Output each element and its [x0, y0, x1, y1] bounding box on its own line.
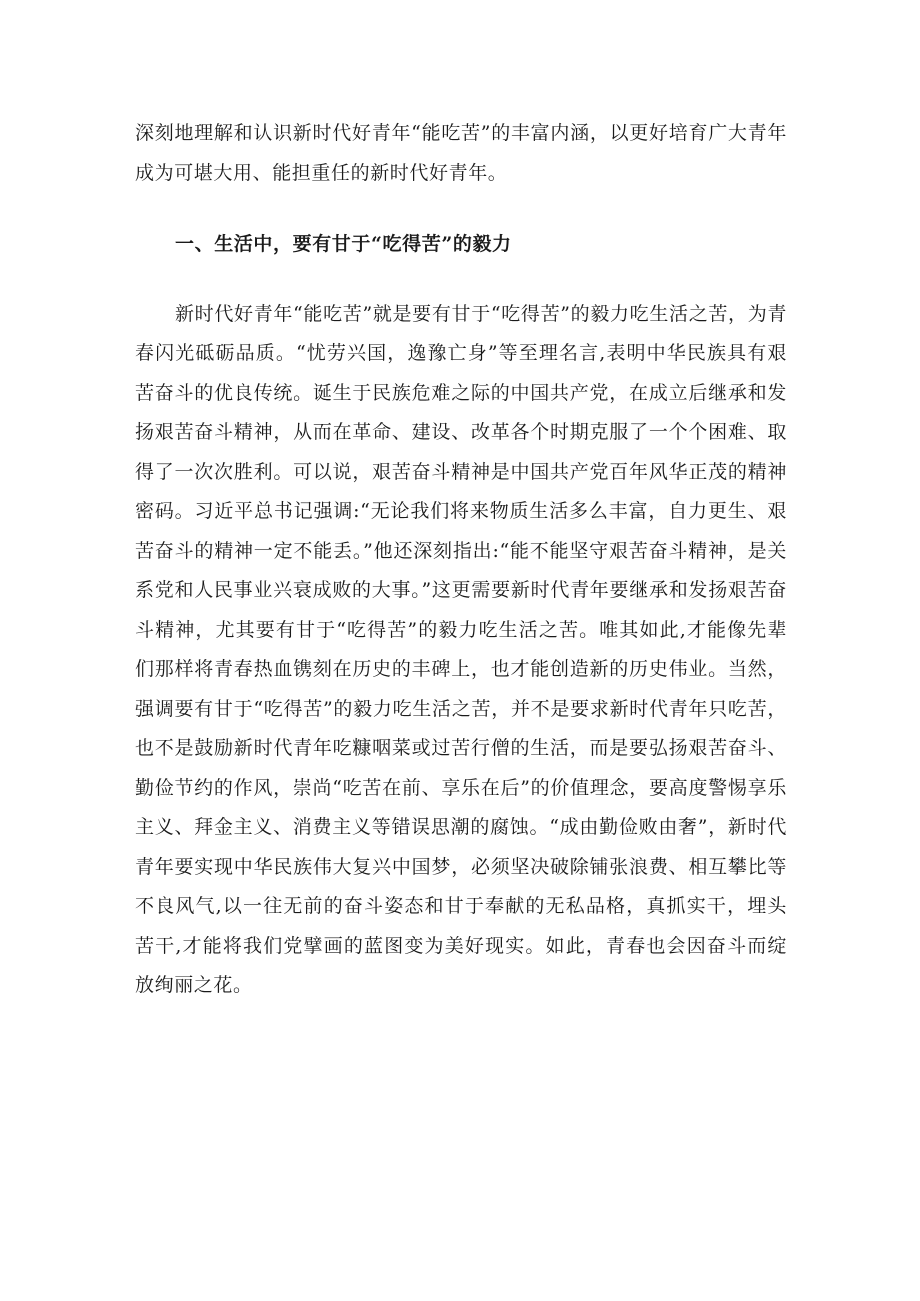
intro-paragraph: 深刻地理解和认识新时代好青年“能吃苦”的丰富内涵，以更好培育广大青年成为可堪大用、能担重任的新时代好青年。: [135, 122, 787, 184]
section-heading: 一、生活中，要有甘于“吃得苦”的毅力: [175, 233, 512, 255]
document-body: [135, 114, 787, 1006]
body-paragraph: 新时代好青年“能吃苦”就是要有甘于“吃得苦”的毅力吃生活之苦，为青春闪光砥砺品质。“忧劳兴国，逸豫亡身”等至理名言,表明中华民族具有艰苦奋斗的优良传统。诞生于民族危难之际的中国共产党，在成立后继承和发扬艰苦奋斗精神，从而在革命、建设、改革各个时期克服了一个个困难、取得了一次次胜利。可以说，艰苦奋斗精神是中国共产党百年风华正茂的精神密码。习近平总书记强调:“无论我们将来物质生活多么丰富，自力更生、艰苦奋斗的精神一定不能丢。”他还深刻指出:“能不能坚守艰苦奋斗精神，是关系党和人民事业兴衰成败的大事。”这更需要新时代青年要继承和发扬艰苦奋斗精神，尤其要有甘于“吃得苦”的毅力吃生活之苦。唯其如此,才能像先辈们那样将青春热血镌刻在历史的丰碑上，也才能创造新的历史伟业。当然，强调要有甘于“吃得苦”的毅力吃生活之苦，并不是要求新时代青年只吃苦，也不是鼓励新时代青年吃糠咽菜或过苦行僧的生活，而是要弘扬艰苦奋斗、勤俭节约的作风，崇尚“吃苦在前、享乐在后”的价值理念，要高度警惕享乐主义、拜金主义、消费主义等错误思潮的腐蚀。“成由勤俭败由奢”，新时代青年要实现中华民族伟大复兴中国梦，必须坚决破除铺张浪费、相互攀比等不良风气,以一往无前的奋斗姿态和甘于奉献的无私品格，真抓实干，埋头苦干,才能将我们党擘画的蓝图变为美好现实。如此，青春也会因奋斗而绽放绚丽之花。: [135, 302, 787, 996]
paragraph-spacer: [135, 265, 787, 295]
paragraph-spacer: [135, 193, 787, 225]
